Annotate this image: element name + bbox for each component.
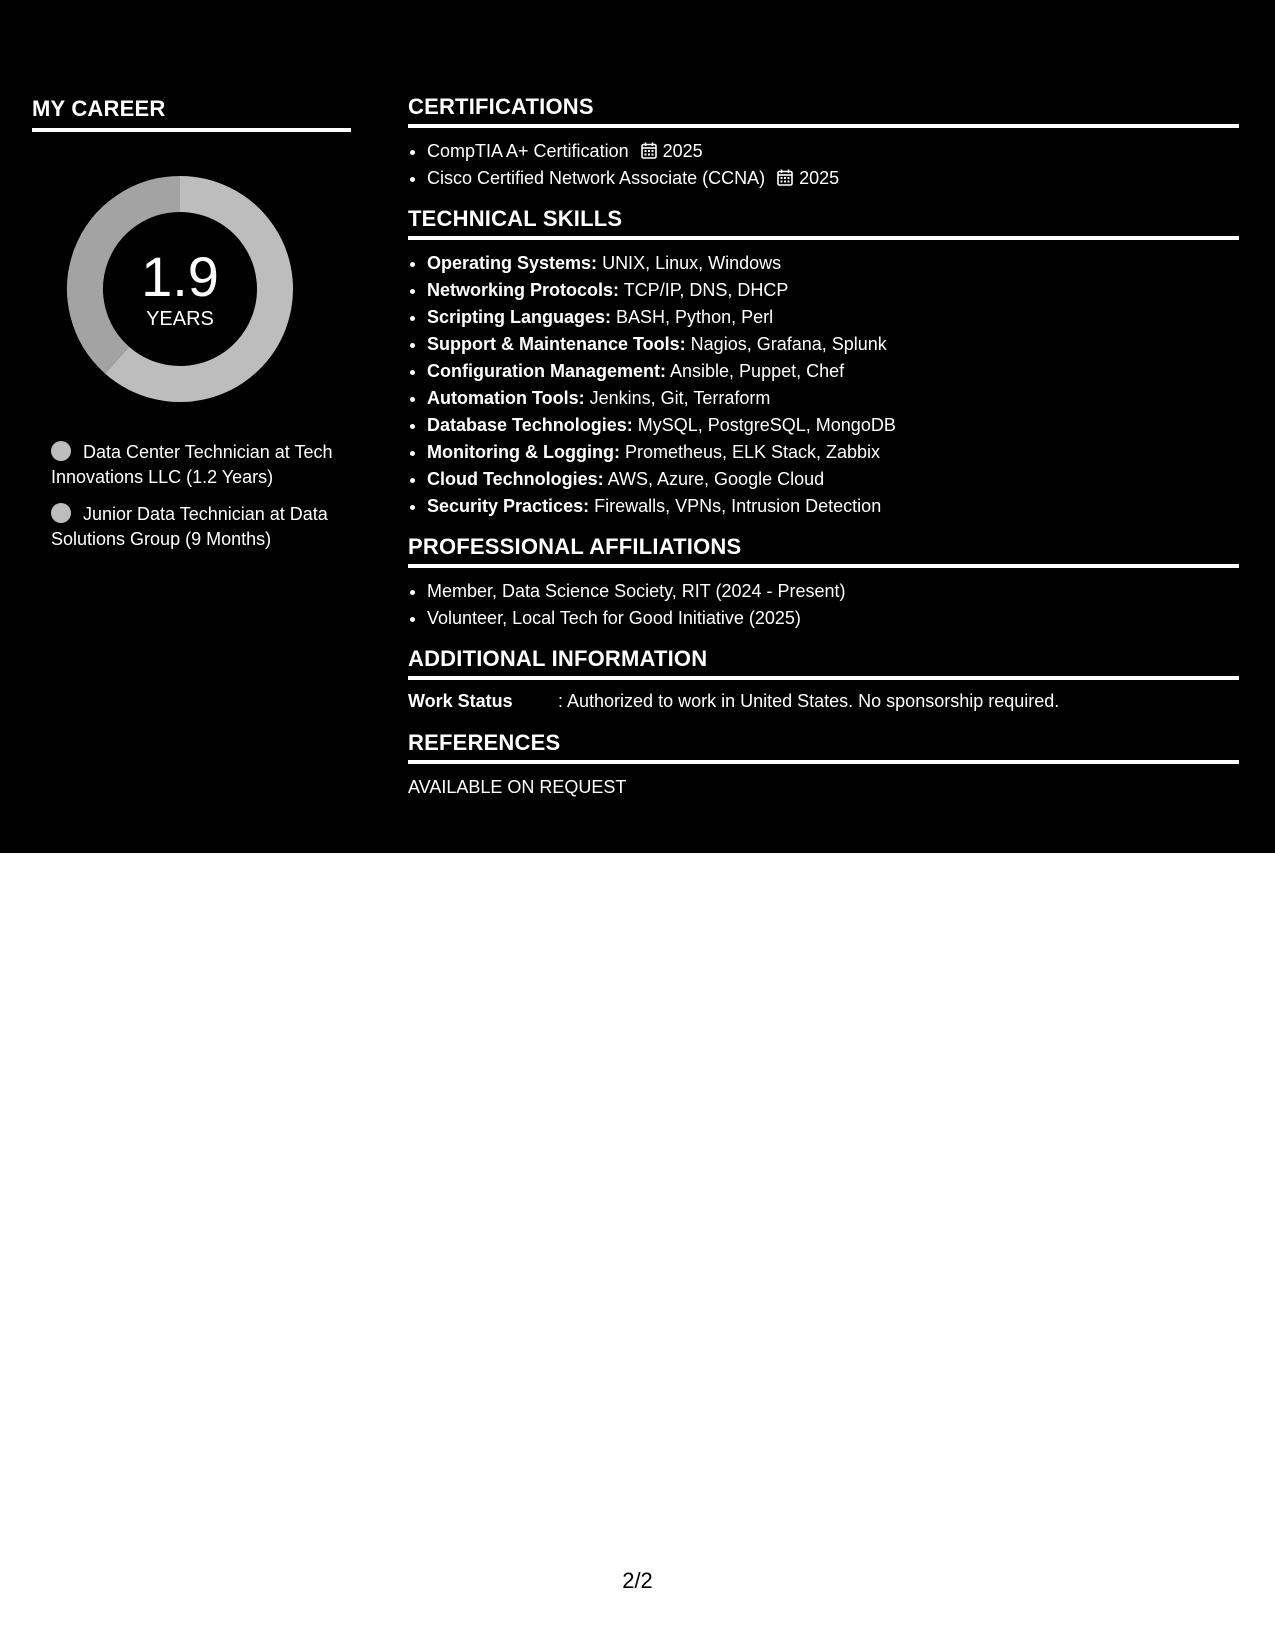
calendar-icon (641, 142, 657, 159)
work-status-row (408, 688, 1239, 714)
skill-item (427, 412, 1239, 439)
additional-info-heading: ADDITIONAL INFORMATION (408, 646, 708, 671)
skill-label: Cloud Technologies: (427, 469, 604, 489)
skill-value: Jenkins, Git, Terraform (584, 388, 771, 408)
total-years-unit: YEARS (146, 308, 214, 330)
certification-item (427, 138, 1239, 165)
career-heading-rule (32, 128, 351, 132)
affiliation-item: • Volunteer, Local Tech for Good Initiative (2025) (427, 605, 1239, 632)
career-donut-chart (65, 174, 295, 404)
certifications-list (408, 138, 1239, 192)
skill-item (427, 250, 1239, 277)
certification-item (427, 165, 1239, 192)
work-status-label: Work Status (408, 691, 513, 711)
technical-skills-heading: TECHNICAL SKILLS (408, 206, 623, 231)
skill-item (427, 331, 1239, 358)
certification-name: Cisco Certified Network Associate (CCNA) (427, 168, 766, 188)
skill-item (427, 439, 1239, 466)
career-legend (32, 440, 351, 552)
technical-skills-list (408, 250, 1239, 520)
references-rule (408, 760, 1239, 764)
skill-item (427, 277, 1239, 304)
certifications-rule (408, 124, 1239, 128)
skill-value: UNIX, Linux, Windows (597, 253, 782, 273)
skill-value: MySQL, PostgreSQL, MongoDB (632, 415, 896, 435)
donut-center (65, 174, 295, 404)
skill-label: Support & Maintenance Tools: (427, 334, 686, 354)
work-status-value: : Authorized to work in United States. No sponsorship required. (558, 691, 1060, 711)
affiliation-item: • Member, Data Science Society, RIT (2024 - Present) (427, 578, 1239, 605)
skill-value: Firewalls, VPNs, Intrusion Detection (589, 496, 882, 516)
skill-label: Database Technologies: (427, 415, 633, 435)
skill-label: Automation Tools: (427, 388, 585, 408)
legend-dot-icon (51, 503, 71, 523)
references-heading: REFERENCES (408, 730, 561, 755)
skill-value: Nagios, Grafana, Splunk (685, 334, 887, 354)
skill-value: Prometheus, ELK Stack, Zabbix (619, 442, 881, 462)
skill-label: Operating Systems: (427, 253, 598, 273)
additional-info-rule (408, 676, 1239, 680)
total-years-value: 1.9 (141, 245, 219, 308)
references-text: AVAILABLE ON REQUEST (408, 777, 627, 797)
skill-label: Networking Protocols: (427, 280, 620, 300)
skill-label: Security Practices: (427, 496, 590, 516)
skill-item (427, 466, 1239, 493)
skill-label: Configuration Management: (427, 361, 666, 381)
career-heading: MY CAREER (32, 96, 166, 121)
career-column (32, 96, 351, 564)
legend-dot-icon (51, 441, 71, 461)
calendar-icon (777, 169, 793, 186)
affiliations-heading: PROFESSIONAL AFFILIATIONS (408, 534, 742, 559)
skill-label: Scripting Languages: (427, 307, 612, 327)
certification-name: CompTIA A+ Certification (427, 141, 629, 161)
career-legend-text: Junior Data Technician at Data Solutions Group (9 Months) (51, 504, 328, 549)
skill-item (427, 385, 1239, 412)
skill-value: Ansible, Puppet, Chef (666, 361, 845, 381)
career-legend-text: Data Center Technician at Tech Innovations LLC (1.2 Years) (51, 442, 333, 487)
skill-item (427, 493, 1239, 520)
skill-label: Monitoring & Logging: (427, 442, 620, 462)
career-legend-item (51, 440, 351, 490)
skill-item (427, 358, 1239, 385)
affiliations-rule (408, 564, 1239, 568)
main-column (408, 94, 1239, 800)
career-legend-item (51, 502, 351, 552)
affiliations-list (408, 578, 1239, 632)
certification-year: 2025 (799, 168, 840, 188)
technical-skills-rule (408, 236, 1239, 240)
skill-value: TCP/IP, DNS, DHCP (619, 280, 789, 300)
skill-item (427, 304, 1239, 331)
certification-year: 2025 (662, 141, 703, 161)
certifications-heading: CERTIFICATIONS (408, 94, 594, 119)
skill-value: BASH, Python, Perl (611, 307, 774, 327)
page-number: 2/2 (622, 1568, 653, 1593)
skill-value: AWS, Azure, Google Cloud (603, 469, 825, 489)
